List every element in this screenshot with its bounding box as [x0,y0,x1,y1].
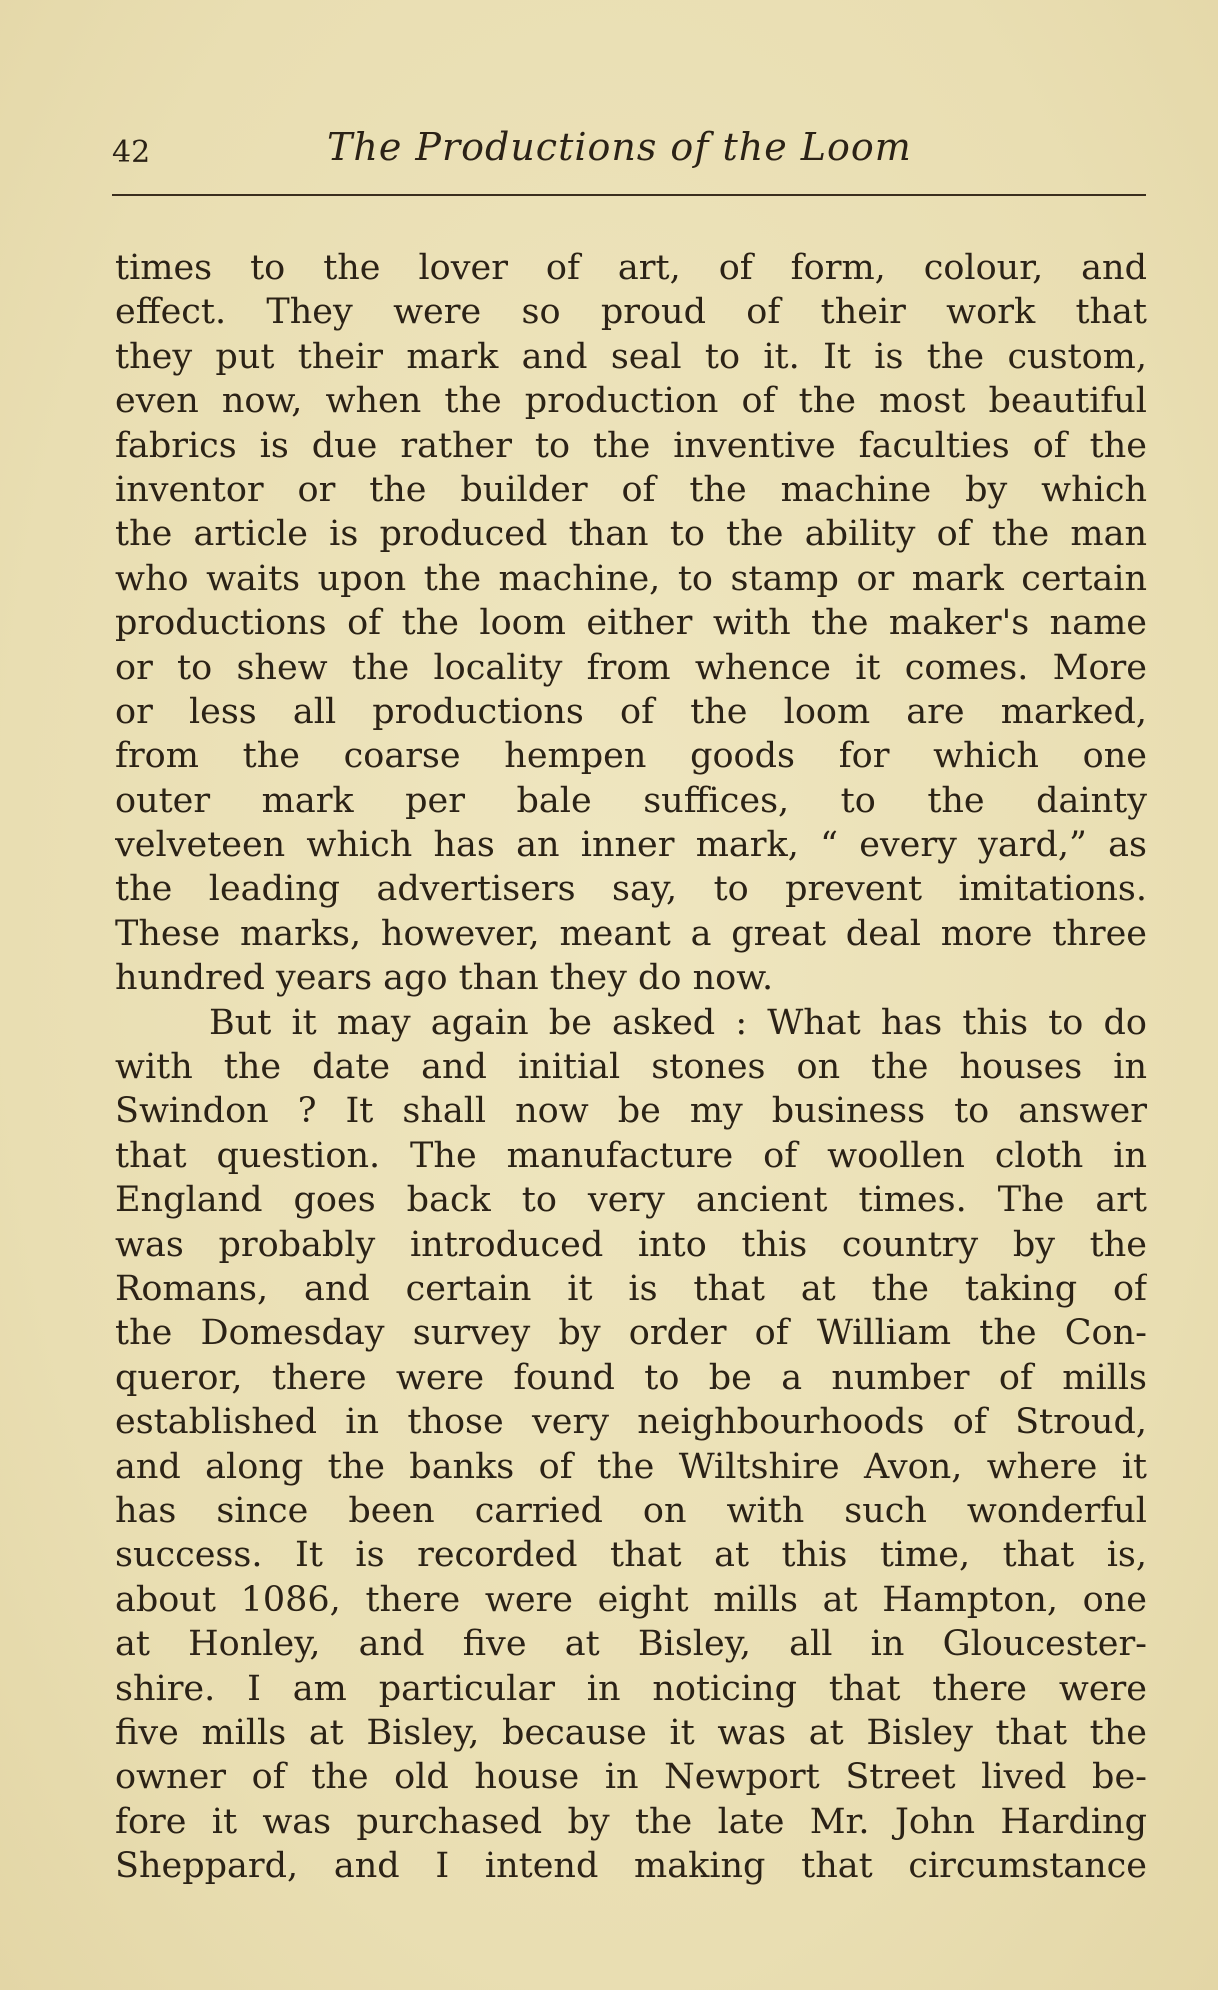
text-line: fore it was purchased by the late Mr. John Harding [115,1801,1147,1842]
text-line: productions of the loom either with the maker's name [115,603,1147,644]
text-line-paragraph-start: But it may again be asked : What has this to do [209,1002,1147,1043]
header-rule [112,194,1146,196]
text-line: shire. I am particular in noticing that there were [115,1668,1147,1709]
text-line: success. It is recorded that at this time, that is, [115,1535,1147,1576]
text-line: at Honley, and five at Bisley, all in Gloucester- [115,1624,1147,1665]
text-line: hundred years ago than they do now. [115,958,774,999]
text-line: inventor or the builder of the machine by which [115,469,1147,510]
text-line: established in those very neighbourhoods of Stroud, [115,1402,1147,1443]
text-line: Sheppard, and I intend making that circumstance [115,1846,1147,1887]
page-header [112,125,1146,185]
text-line: or to shew the locality from whence it comes. More [115,647,1147,688]
text-line: even now, when the production of the most beautiful [115,381,1147,422]
text-line: five mills at Bisley, because it was at Bisley that the [115,1712,1147,1753]
text-line: has since been carried on with such wonderful [115,1490,1147,1531]
page-number: 42 [112,135,151,170]
text-line: outer mark per bale suffices, to the dainty [115,780,1147,821]
text-line: with the date and initial stones on the houses in [115,1047,1147,1088]
text-line: owner of the old house in Newport Street lived be- [115,1757,1147,1798]
text-line: fabrics is due rather to the inventive faculties of the [115,425,1147,466]
text-line: England goes back to very ancient times. The art [115,1180,1147,1221]
text-line: effect. They were so proud of their work that [115,292,1147,333]
body-text [115,246,1147,1888]
text-line: about 1086, there were eight mills at Hampton, one [115,1579,1147,1620]
text-line: the article is produced than to the ability of the man [115,514,1147,555]
text-line: queror, there were found to be a number of mills [115,1357,1147,1398]
text-line: that question. The manufacture of woollen cloth in [115,1135,1147,1176]
text-line: the leading advertisers say, to prevent imitations. [115,869,1147,910]
running-title: The Productions of the Loom [327,125,912,169]
text-line: who waits upon the machine, to stamp or mark certain [115,558,1147,599]
text-line: was probably introduced into this country by the [115,1224,1147,1265]
text-line: or less all productions of the loom are marked, [115,691,1147,732]
text-line: Swindon ? It shall now be my business to answer [115,1091,1147,1132]
text-line: the Domesday survey by order of William the Con- [115,1313,1147,1354]
text-line: and along the banks of the Wiltshire Avon, where it [115,1446,1147,1487]
text-line: velveteen which has an inner mark, “ every yard,” as [115,825,1147,866]
text-line: they put their mark and seal to it. It is the custom, [115,336,1147,377]
text-line: from the coarse hempen goods for which one [115,736,1147,777]
text-line: These marks, however, meant a great deal more three [115,913,1147,954]
text-line: times to the lover of art, of form, colour, and [115,248,1147,288]
text-line: Romans, and certain it is that at the taking of [115,1268,1147,1309]
